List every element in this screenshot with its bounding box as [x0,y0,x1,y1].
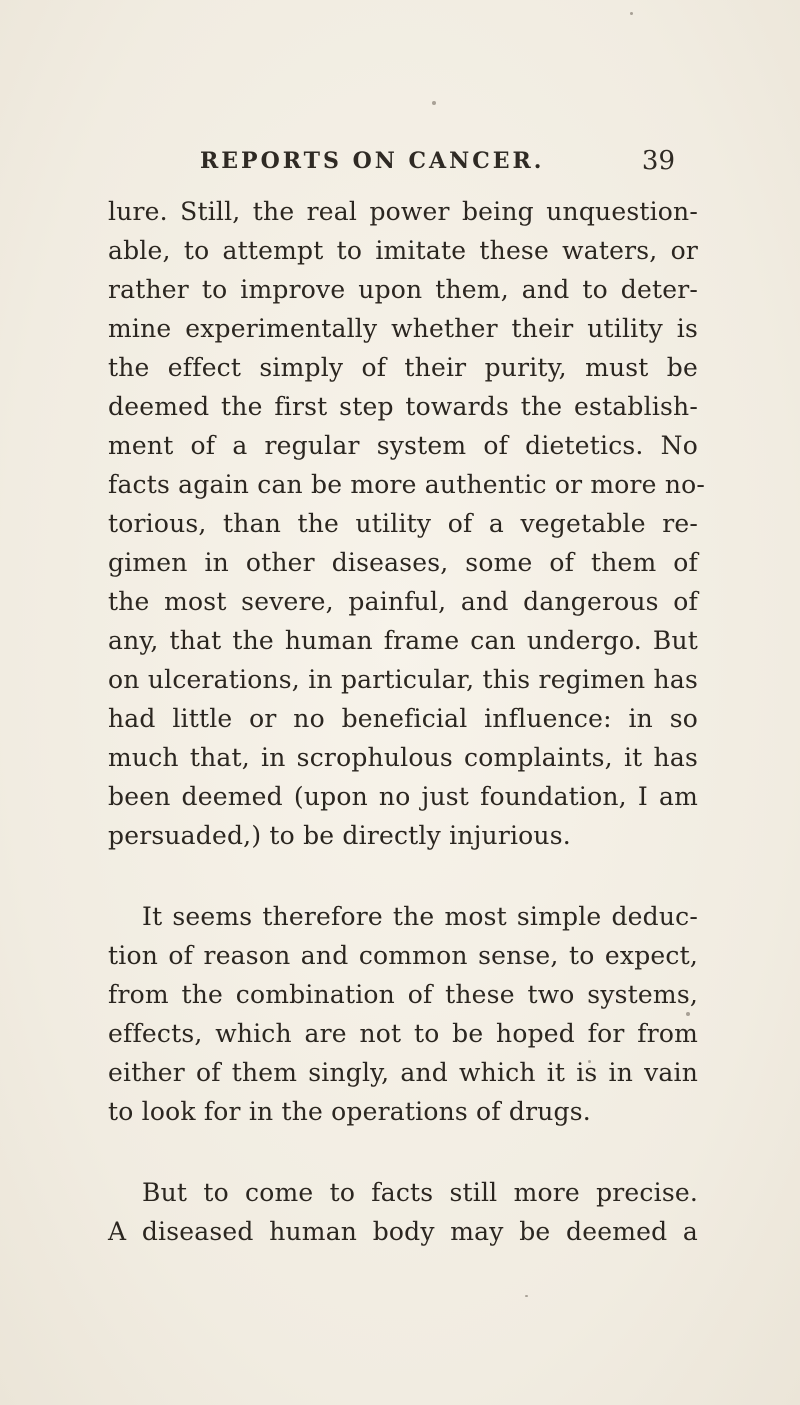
paragraph-gap [108,1131,698,1173]
paper-speck [525,1295,528,1297]
text-line: persuaded,) to be directly injurious. [108,821,571,850]
text-line: the most severe, painful, and dangerous of [108,587,698,616]
text-line: on ulcerations, in particular, this regimen has [108,665,698,694]
paper-speck [630,12,633,15]
text-line: been deemed (upon no just foundation, I am [108,782,698,811]
text-line: But to come to facts still more precise. [142,1178,698,1207]
text-line: rather to improve upon them, and to deter- [108,275,698,304]
text-line: effects, which are not to be hoped for from [108,1019,698,1048]
text-line: A diseased human body may be deemed a [108,1217,698,1246]
text-line: gimen in other diseases, some of them of [108,548,698,577]
running-head: REPORTS ON CANCER. [200,148,545,174]
text-line: from the combination of these two systems, [108,980,698,1009]
text-line: ment of a regular system of dietetics. No [108,431,698,460]
paragraph-2 [108,897,698,1131]
text-line: either of them singly, and which it is in vain [108,1058,698,1087]
text-line: to look for in the operations of drugs. [108,1097,591,1126]
text-line: lure. Still, the real power being unquestion- [108,197,698,226]
body-text [108,192,706,1251]
paper-speck [432,101,436,105]
page-number: 39 [641,146,675,176]
text-line: the effect simply of their purity, must be [108,353,698,382]
text-line: mine experimentally whether their utility is [108,314,698,343]
text-line: able, to attempt to imitate these waters, or [108,236,698,265]
text-line: had little or no beneficial influence: in so [108,704,698,733]
text-line: much that, in scrophulous complaints, it has [108,743,698,772]
text-line: facts again can be more authentic or more no- [108,470,706,499]
text-line: any, that the human frame can undergo. But [108,626,698,655]
text-line: It seems therefore the most simple deduc- [142,902,698,931]
text-line: tion of reason and common sense, to expect, [108,941,698,970]
page-header [200,148,675,188]
paragraph-1 [108,192,706,855]
paragraph-3 [108,1173,698,1251]
text-line: deemed the first step towards the establish- [108,392,698,421]
text-line: torious, than the utility of a vegetable re- [108,509,698,538]
paragraph-gap [108,855,698,897]
